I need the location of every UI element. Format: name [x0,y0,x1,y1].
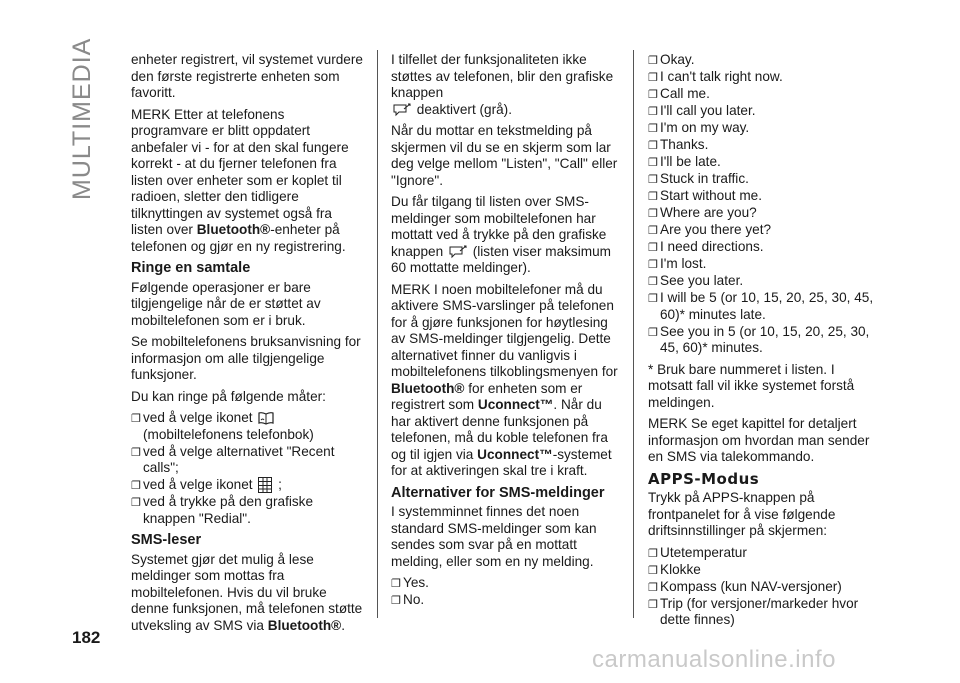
list-item: ❐ Call me. [648,86,880,103]
bullet-icon: ❐ [648,123,658,135]
bullet-icon: ❐ [131,480,141,492]
list-item: ❐ Start without me. [648,188,880,205]
bullet-icon: ❐ [648,547,658,560]
sms-reply-list [391,575,623,609]
paragraph-note: MERK Etter at telefonens programvare er blitt oppdatert anbefaler vi - for at den skal fungere korrekt - at du fjerner telefonen fra listen over enheter som er koplet til radioen, sletter den tidligere tilknyttingen av systemet også fra listen over Bluetooth®-enheter på telefonen og gjør en ny registrering. [131,106,349,254]
bullet-icon: ❐ [648,581,658,594]
bullet-icon: ❐ [648,293,658,305]
list-item: ❐ Okay. [648,52,880,69]
heading-ringe: Ringe en samtale [131,260,251,276]
bullet-icon: ❐ [648,140,658,152]
list-item: ❐ See you in 5 (or 10, 15, 20, 25, 30, 45, 60)* minutes. [648,323,870,355]
list-item: ❐ Thanks. [648,137,880,154]
bullet-icon: ❐ [131,413,141,425]
paragraph-note: MERK I noen mobiltelefoner må du aktivere SMS-varslinger på telefonen for å gjøre funksjonen for høytlesing av SMS-meldinger tilgjengelig. Dette alternativet finner du vanligvis i mobiltelefonens tilkoblingsmenyen for Bluetooth® for enheten som er registrert som Uconnect™. Når du har aktivert denne funksjonen på telefonen, må du koble telefonen fra og til igjen via Uconnect™-systemet for at aktiveringen skal tre i kraft. [391,281,618,478]
bullet-icon: ❐ [648,564,658,577]
bullet-icon: ❐ [648,326,658,339]
sms-icon [449,245,467,259]
list-item: ❐ Yes. [391,575,623,592]
paragraph: enheter registrert, vil systemet vurdere den første registrerte enheten som favoritt. [131,52,363,100]
paragraph: Trykk på APPS-knappen på frontpanelet for å vise følgende driftsinnstillinger på skjermen: [648,490,836,538]
bullet-icon: ❐ [648,242,658,254]
paragraph: Se mobiltelefonens bruksanvisning for informasjon om alle tilgjengelige funksjoner. [131,334,361,382]
list-item: ❐ I'll be late. [648,154,880,171]
heading-sms-leser: SMS-leser [131,532,202,548]
bullet-icon: ❐ [648,191,658,203]
bullet-icon: ❐ [648,89,658,101]
list-item: ❐ I'm lost. [648,256,880,273]
sms-reply-list [648,52,880,357]
heading-apps-modus: APPS-Modus [648,469,760,488]
column-2 [391,52,623,614]
bullet-icon: ❐ [648,259,658,271]
column-divider [377,50,378,618]
bullet-icon: ❐ [648,174,658,186]
bullet-icon: ❐ [648,157,658,169]
bullet-icon: ❐ [391,578,401,590]
list-item: ❐ I need directions. [648,239,880,256]
bullet-icon: ❐ [131,446,141,459]
bullet-icon: ❐ [391,595,401,607]
paragraph: I tilfellet der funksjonaliteten ikke støttes av telefonen, blir den grafiske knappen deaktivert (grå). [391,52,614,117]
list-item: ❐ See you later. [648,273,880,290]
sms-icon [393,103,411,117]
list-item: ❐ I can't talk right now. [648,69,880,86]
list-item: ❐ Are you there yet? [648,222,880,239]
bullet-icon: ❐ [648,598,658,611]
paragraph: I systemminnet finnes det noen standard SMS-meldinger som kan sendes som svar på en mottatt melding, eller som en ny melding. [391,504,597,569]
list-item: ❐ Klokke [648,562,880,579]
bullet-icon: ❐ [648,208,658,220]
list-item: ❐ Where are you? [648,205,880,222]
phonebook-icon [258,411,274,425]
list-item: ❐ Utetemperatur [648,545,880,562]
call-methods-list [131,410,363,527]
section-title-vertical: MULTIMEDIA [68,37,96,200]
bullet-icon: ❐ [648,106,658,118]
paragraph: Du får tilgang til listen over SMS-meldinger som mobiltelefonen har mottatt ved å trykke på den grafiske knappen (listen viser maksimum 60 mottatte meldinger). [391,194,611,275]
bullet-icon: ❐ [648,225,658,237]
paragraph: Følgende operasjoner er bare tilgjengelige når de er støttet av mobiltelefonen som er i bruk. [131,279,321,328]
list-item: ❐ I'm on my way. [648,120,880,137]
list-item: ❐ ved å velge ikonet ; [131,477,363,494]
list-item: ❐ No. [391,592,623,609]
bullet-icon: ❐ [648,72,658,84]
list-item: ❐ ved å velge alternativet "Recent calls"; [131,443,335,475]
bullet-icon: ❐ [648,55,658,67]
list-item: ❐ I will be 5 (or 10, 15, 20, 25, 30, 45, 60)* minutes late. [648,290,874,322]
heading-sms-options: Alternativer for SMS-meldinger [391,484,605,501]
list-item: ❐ ved å trykke på den grafiske knappen "Redial". [131,494,314,526]
watermark: carmanualsonline.info [592,646,836,673]
paragraph: Du kan ringe på følgende måter: [131,388,326,404]
bullet-icon: ❐ [648,276,658,288]
footnote: * Bruk bare nummeret i listen. I motsatt fall vil ikke systemet forstå meldingen. [648,361,855,410]
list-item: ❐ ved å velge ikonet (mobiltelefonens telefonbok) [131,410,314,442]
list-item: ❐ Stuck in traffic. [648,171,880,188]
list-item: ❐ Trip (for versjoner/markeder hvor dette finnes) [648,595,859,627]
column-divider [633,50,634,618]
keypad-icon [258,477,272,493]
page-number: 182 [72,628,101,647]
bullet-icon: ❐ [131,497,141,509]
column-3 [648,52,880,634]
apps-settings-list [648,545,880,629]
list-item: ❐ Kompass (kun NAV-versjoner) [648,579,880,596]
column-1 [131,52,363,639]
paragraph: Systemet gjør det mulig å lese meldinger som mottas fra mobiltelefonen. Hvis du vil bruke denne funksjonen, må telefonen støtte utveksling av SMS via Bluetooth®. [131,551,363,633]
paragraph-note: MERK Se eget kapittel for detaljert informasjon om hvordan man sender en SMS via talekommando. [648,416,870,464]
list-item: ❐ I'll call you later. [648,103,880,120]
paragraph: Når du mottar en tekstmelding på skjermen vil du se en skjerm som lar deg velge mellom "Listen", "Call" eller "Ignore". [391,123,618,188]
